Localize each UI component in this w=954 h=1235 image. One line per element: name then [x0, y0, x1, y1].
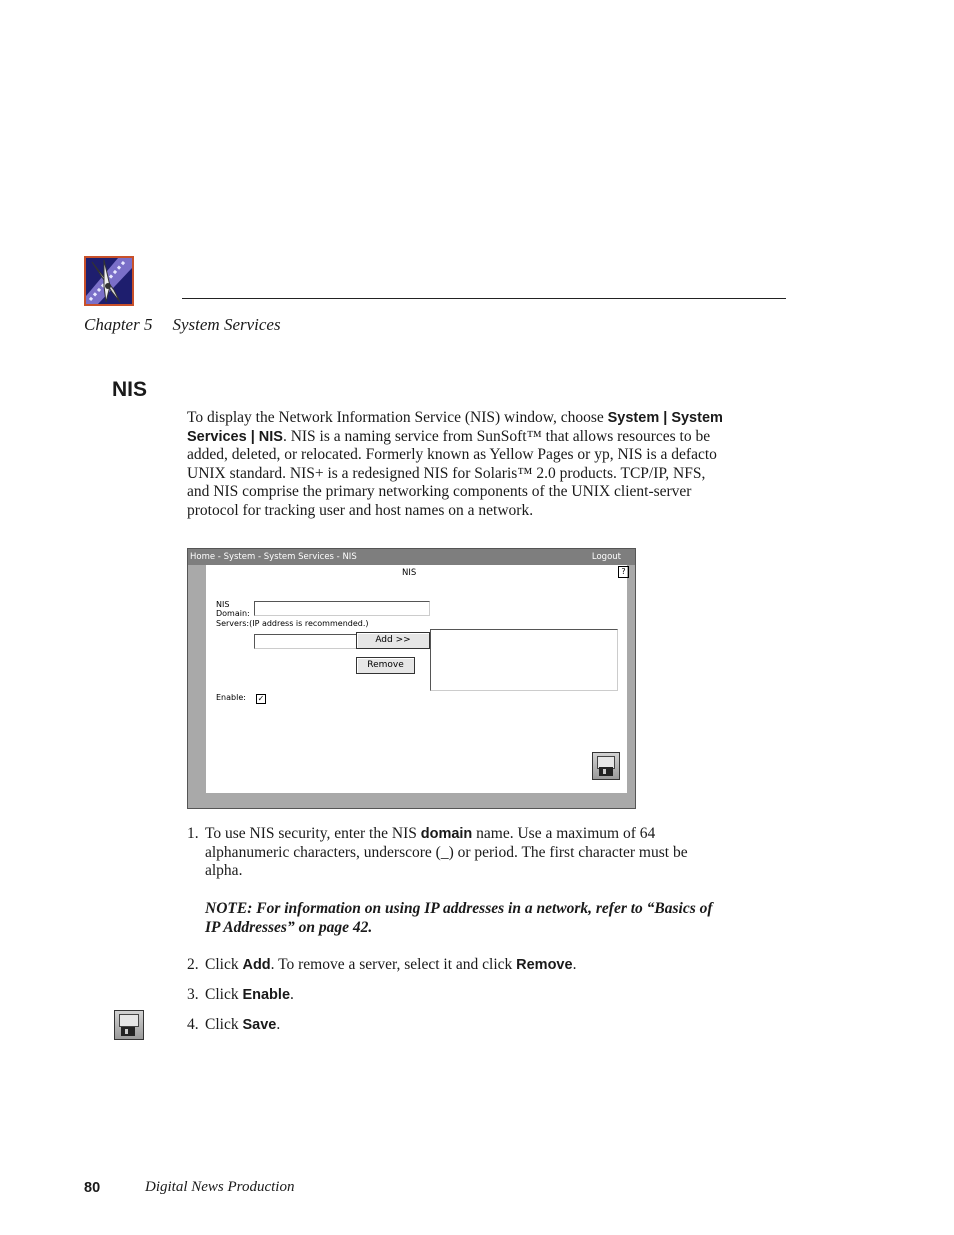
film-reel-scissors-icon: [84, 256, 134, 306]
menu-path: System | System Services | NIS: [187, 410, 723, 445]
footer-title: Digital News Production: [145, 1179, 295, 1195]
breadcrumb[interactable]: Home - System - System Services - NIS: [190, 552, 357, 562]
page-number: 80: [84, 1180, 101, 1196]
step-number: 3.: [187, 986, 199, 1003]
header-rule: [182, 298, 786, 299]
domain-input[interactable]: [254, 601, 430, 616]
step-text: Click: [205, 1016, 243, 1033]
step-text-end: .: [572, 956, 577, 973]
intro-text-rest: . NIS is a naming service from SunSoft™ that allows resources to be added, deleted, or relocated. Formerly known as Yellow Pages or yp, NIS is a defacto UNIX standard. NIS+ is a redesigned NIS for Solaris™ 2.0 products. TCP/IP, NFS, and NIS comprise the primary networking components of the UNIX client-server protocol for tracking user and host names on a network.: [187, 427, 717, 519]
step-ui-term: Enable: [242, 987, 291, 1003]
domain-label: Domain:: [216, 609, 250, 618]
panel-title: NIS: [402, 568, 417, 578]
step-text-mid: . To remove a server, select it and click: [270, 956, 517, 973]
step-text: Click: [205, 956, 243, 973]
step-text-rest: name. Use a maximum of 64 alphanumeric characters, underscore (_) or period. The first character must be alpha.: [205, 825, 688, 880]
chapter-heading: [84, 315, 281, 335]
floppy-disk-icon: [114, 1010, 144, 1040]
window-title-bar: [188, 549, 635, 565]
step-text: Click: [205, 986, 243, 1003]
step-number: 1.: [187, 825, 199, 842]
step-4: [187, 1016, 727, 1035]
logout-link[interactable]: Logout: [591, 552, 621, 562]
step-ui-term: Add: [242, 957, 271, 973]
enable-checkbox[interactable]: ✓: [257, 694, 265, 703]
step-text-end: .: [290, 986, 294, 1003]
step-1: [187, 825, 727, 881]
help-button[interactable]: ?: [618, 566, 629, 578]
floppy-disk-icon[interactable]: [592, 752, 620, 780]
step-text: To use NIS security, enter the NIS: [205, 825, 421, 842]
remove-button[interactable]: Remove: [356, 657, 415, 674]
step-ui-term-2: Remove: [516, 957, 573, 973]
nis-panel: [206, 565, 627, 793]
step-2: [187, 956, 727, 975]
chapter-label: Chapter 5: [84, 315, 153, 334]
intro-text: To display the Network Information Service (NIS) window, choose: [187, 409, 608, 426]
intro-paragraph: [187, 409, 727, 521]
nis-window-screenshot: [187, 548, 636, 809]
note: NOTE: For information on using IP addresses in a network, refer to “Basics of IP Addresses” on page 42.: [205, 900, 713, 936]
servers-list[interactable]: [430, 629, 618, 691]
step-ui-term: domain: [420, 826, 473, 842]
enable-label: Enable:: [216, 693, 246, 702]
step-ui-term: Save: [242, 1017, 277, 1033]
step-3: [187, 986, 727, 1005]
add-button[interactable]: Add >>: [356, 632, 430, 649]
nis-label: NIS: [216, 600, 230, 609]
servers-label: Servers:(IP address is recommended.): [216, 619, 369, 628]
step-text-end: .: [276, 1016, 281, 1033]
step-number: 2.: [187, 956, 199, 973]
server-input[interactable]: [254, 634, 358, 649]
step-number: 4.: [187, 1016, 199, 1033]
section-title: NIS: [112, 378, 148, 401]
chapter-title: System Services: [172, 315, 281, 334]
